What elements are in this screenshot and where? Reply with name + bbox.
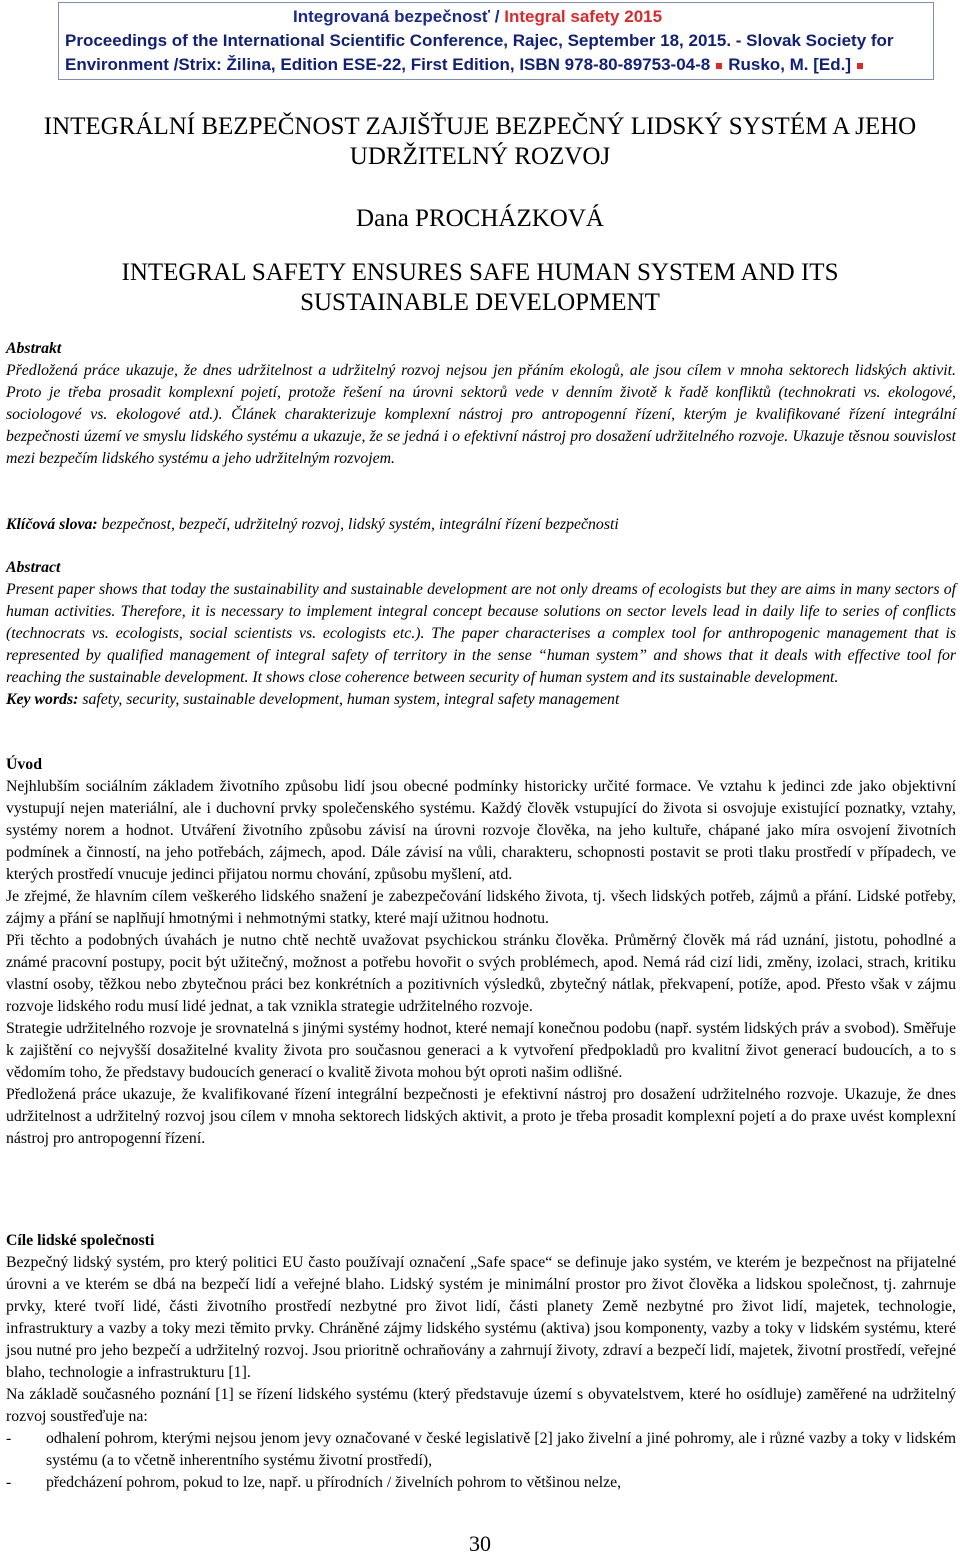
paper-title-en: INTEGRAL SAFETY ENSURES SAFE HUMAN SYSTEM AND ITS SUSTAINABLE DEVELOPMENT <box>121 259 839 316</box>
proceedings-banner <box>58 2 934 80</box>
banner-edition-line: Environment /Strix: Žilina, Edition ESE-22, First Edition, ISBN 978-80-89753-04-8 Rusko, M. [Ed.] <box>65 53 927 77</box>
abstract-cz-heading: Abstrakt <box>6 340 62 357</box>
keywords-en-text: safety, security, sustainable development, human system, integral safety management <box>78 691 620 708</box>
page-number: 30 <box>469 1531 491 1556</box>
banner-title-cz: Integrovaná bezpečnosť <box>293 7 491 26</box>
bullet-marker: - <box>6 1430 12 1447</box>
section-uvod-heading: Úvod <box>6 756 42 773</box>
paragraph: Předložená práce ukazuje, že kvalifikované řízení integrální bezpečnosti je efektivní nástroj pro dosažení udržitelného rozvoje. Ukazuje, že dnes udržitelnost a udržitelný rozvoj jsou cílem v mnoha sektorech lidských aktivit, a proto je třeba prosadit komplexní pojetí a do praxe uvést komplexní nástroj pro antropogenní řízení. <box>6 1086 956 1147</box>
paragraph: Na základě současného poznání [1] se řízení lidského systému (který představuje území s obyvatelstvem, které ho osídluje) zaměřené na udržitelný rozvoj soustřeďuje na: <box>6 1386 956 1425</box>
keywords-cz-text: bezpečnost, bezpečí, udržitelný rozvoj, lidský systém, integrální řízení bezpečnosti <box>97 516 619 533</box>
abstract-cz <box>6 338 956 470</box>
square-bullet-icon <box>716 63 722 69</box>
list-item: - odhalení pohrom, kterými nejsou jenom jevy označované v české legislativě [2] jako živelní a jiné pohromy, ale i různé vazby a toky v lidském systému (a to včetně inherentního systému životní prostředí), <box>6 1428 956 1472</box>
banner-title-en: Integral safety 2015 <box>504 7 663 26</box>
abstract-en-heading: Abstract <box>6 559 61 576</box>
abstract-en-text: Present paper shows that today the sustainability and sustainable development are not only dreams of ecologists but they are aims in many sectors of human activities. Therefore, it is necessary to implement integral concept because solutions on sector levels lead in daily life to series of conflicts (technocrats vs. ecologists, social scientists vs. ecologists etc.). The paper characterises a complex tool for anthropogenic management that is represented by qualified management of integral safety of territory in the sense “human system” and shows that it deals with effective tool for reaching the sustainable development. It shows close coherence between security of human system and its sustainable development. <box>6 581 956 686</box>
section-cile-heading: Cíle lidské společnosti <box>6 1232 155 1249</box>
paragraph: Při těchto a podobných úvahách je nutno chtě nechtě uvažovat psychickou stránku člověka. Průměrný člověk má rád uznání, jistotu, pohodlné a známé pracovní postupy, pocit být užitečný, možnost a potřebu hovořit o svých problémech, apod. Nemá rád cizí lidi, změny, izolaci, strach, kritiku vlastní osoby, těžkou nebo zbytečnou práci bez konkrétních a pozitivních výsledků, zbytečný nátlak, překvapení, potíže, apod. Přesto však v zájmu rozvoje lidského rodu musí lidé jednat, a tak vznikla strategie udržitelného rozvoje. <box>6 932 956 1015</box>
banner-proceedings-line: Proceedings of the International Scientific Conference, Rajec, September 18, 2015. - Slovak Society for <box>65 31 894 50</box>
paragraph: Je zřejmé, že hlavním cílem veškerého lidského snažení je zabezpečování lidského života, tj. všech lidských potřeb, zájmů a přání. Lidské potřeby, zájmy a přání se naplňují hmotnými i nehmotnými statky, které mají užitnou hodnotu. <box>6 888 956 927</box>
keywords-cz-label: Klíčová slova: <box>6 516 98 533</box>
section-uvod <box>6 754 956 1150</box>
paragraph: Nejhlubším sociálním základem životního způsobu lidí jsou obecné podmínky historicky určité formace. Ve vztahu k jedinci zde jako objektivní vystupují nejen materiální, ale i duchovní prvky společenského systému. Každý člověk vstupující do života si osvojuje existující poznatky, vztahy, systémy norem a hodnot. Utváření životního způsobu závisí na úrovni rozvoje člověka, na jeho kultuře, chápané jako míra osvojení životních podmínek a činností, na jeho potřebách, zájmech, apod. Dále závisí na vůli, charakteru, schopnosti postavit se proti tlaku prostředí v případech, ve kterých prostředí vnucuje jedinci přijatou normu chování, způsobu myšlení, atd. <box>6 778 956 883</box>
square-bullet-icon <box>857 63 863 69</box>
list-item: - předcházení pohrom, pokud to lze, např. u přírodních / živelních pohrom to většinou nelze, <box>6 1472 956 1494</box>
paper-author: Dana PROCHÁZKOVÁ <box>356 205 604 232</box>
abstract-cz-text: Předložená práce ukazuje, že dnes udržitelnost a udržitelný rozvoj nejsou jen přáním ekologů, ale jsou cílem v mnoha sektorech lidských aktivit. Proto je třeba prosadit komplexní pojetí, protože řešení na úrovni sektorů vede v denním životě k řadě konfliktů (technokrati vs. ekologové, sociologové vs. ekologové atd.). Článek charakterizuje komplexní nástroj pro antropogenní řízení, kterým je kvalifikované řízení integrální bezpečnosti území ve smyslu lidského systému a ukazuje, že se jedná i o efektivní nástroj pro dosažení udržitelného rozvoje. Ukazuje těsnou souvislost mezi bezpečím lidského systému a jeho udržitelným rozvojem. <box>6 362 956 467</box>
paragraph: Bezpečný lidský systém, pro který politici EU často používají označení „Safe space“ se definuje jako systém, ve kterém je bezpečnost na přijatelné úrovni a ve kterém se dbá na bezpečí lidí a veřejné blaho. Lidský systém je minimální prostor pro život člověka a lidskou společnost, tj. zahrnuje prvky, které tvoří lidé, části životního prostředí nezbytné pro život lidí, části planety Země nezbytné pro život lidí, majetek, technologie, infrastruktury a vazby a toky mezi těmito prvky. Chráněné zájmy lidského systému (aktiva) jsou komponenty, vazby a toky v lidském systému, které jsou nutné pro jeho bezpečí a udržitelný rozvoj. Jsou prioritně ochraňovány a zahrnují životy, zdraví a bezpečí lidí, majetek, životní prostředí, veřejné blaho, technologie a infrastrukturu [1]. <box>6 1254 956 1381</box>
abstract-en <box>6 557 956 711</box>
keywords-cz <box>6 514 956 536</box>
section-cile <box>6 1230 956 1494</box>
paragraph: Strategie udržitelného rozvoje je srovnatelná s jinými systémy hodnot, které nemají konečnou podobu (např. systém lidských práv a svobod). Směřuje k zajištění co nejvyšší dosažitelné kvality života pro současnou generaci a k vytvoření předpokladů pro kvalitní život generací budoucích, a to s vědomím toho, že představy budoucích generací o kvalitě života mohou být oproti našim odlišné. <box>6 1020 956 1081</box>
banner-title: Integrovaná bezpečnosť / Integral safety 2015 <box>293 7 663 26</box>
keywords-en-label: Key words: <box>6 691 79 708</box>
paper-title-cz: INTEGRÁLNÍ BEZPEČNOST ZAJIŠŤUJE BEZPEČNÝ LIDSKÝ SYSTÉM A JEHO UDRŽITELNÝ ROZVOJ <box>43 113 917 170</box>
bullet-marker: - <box>6 1474 12 1491</box>
